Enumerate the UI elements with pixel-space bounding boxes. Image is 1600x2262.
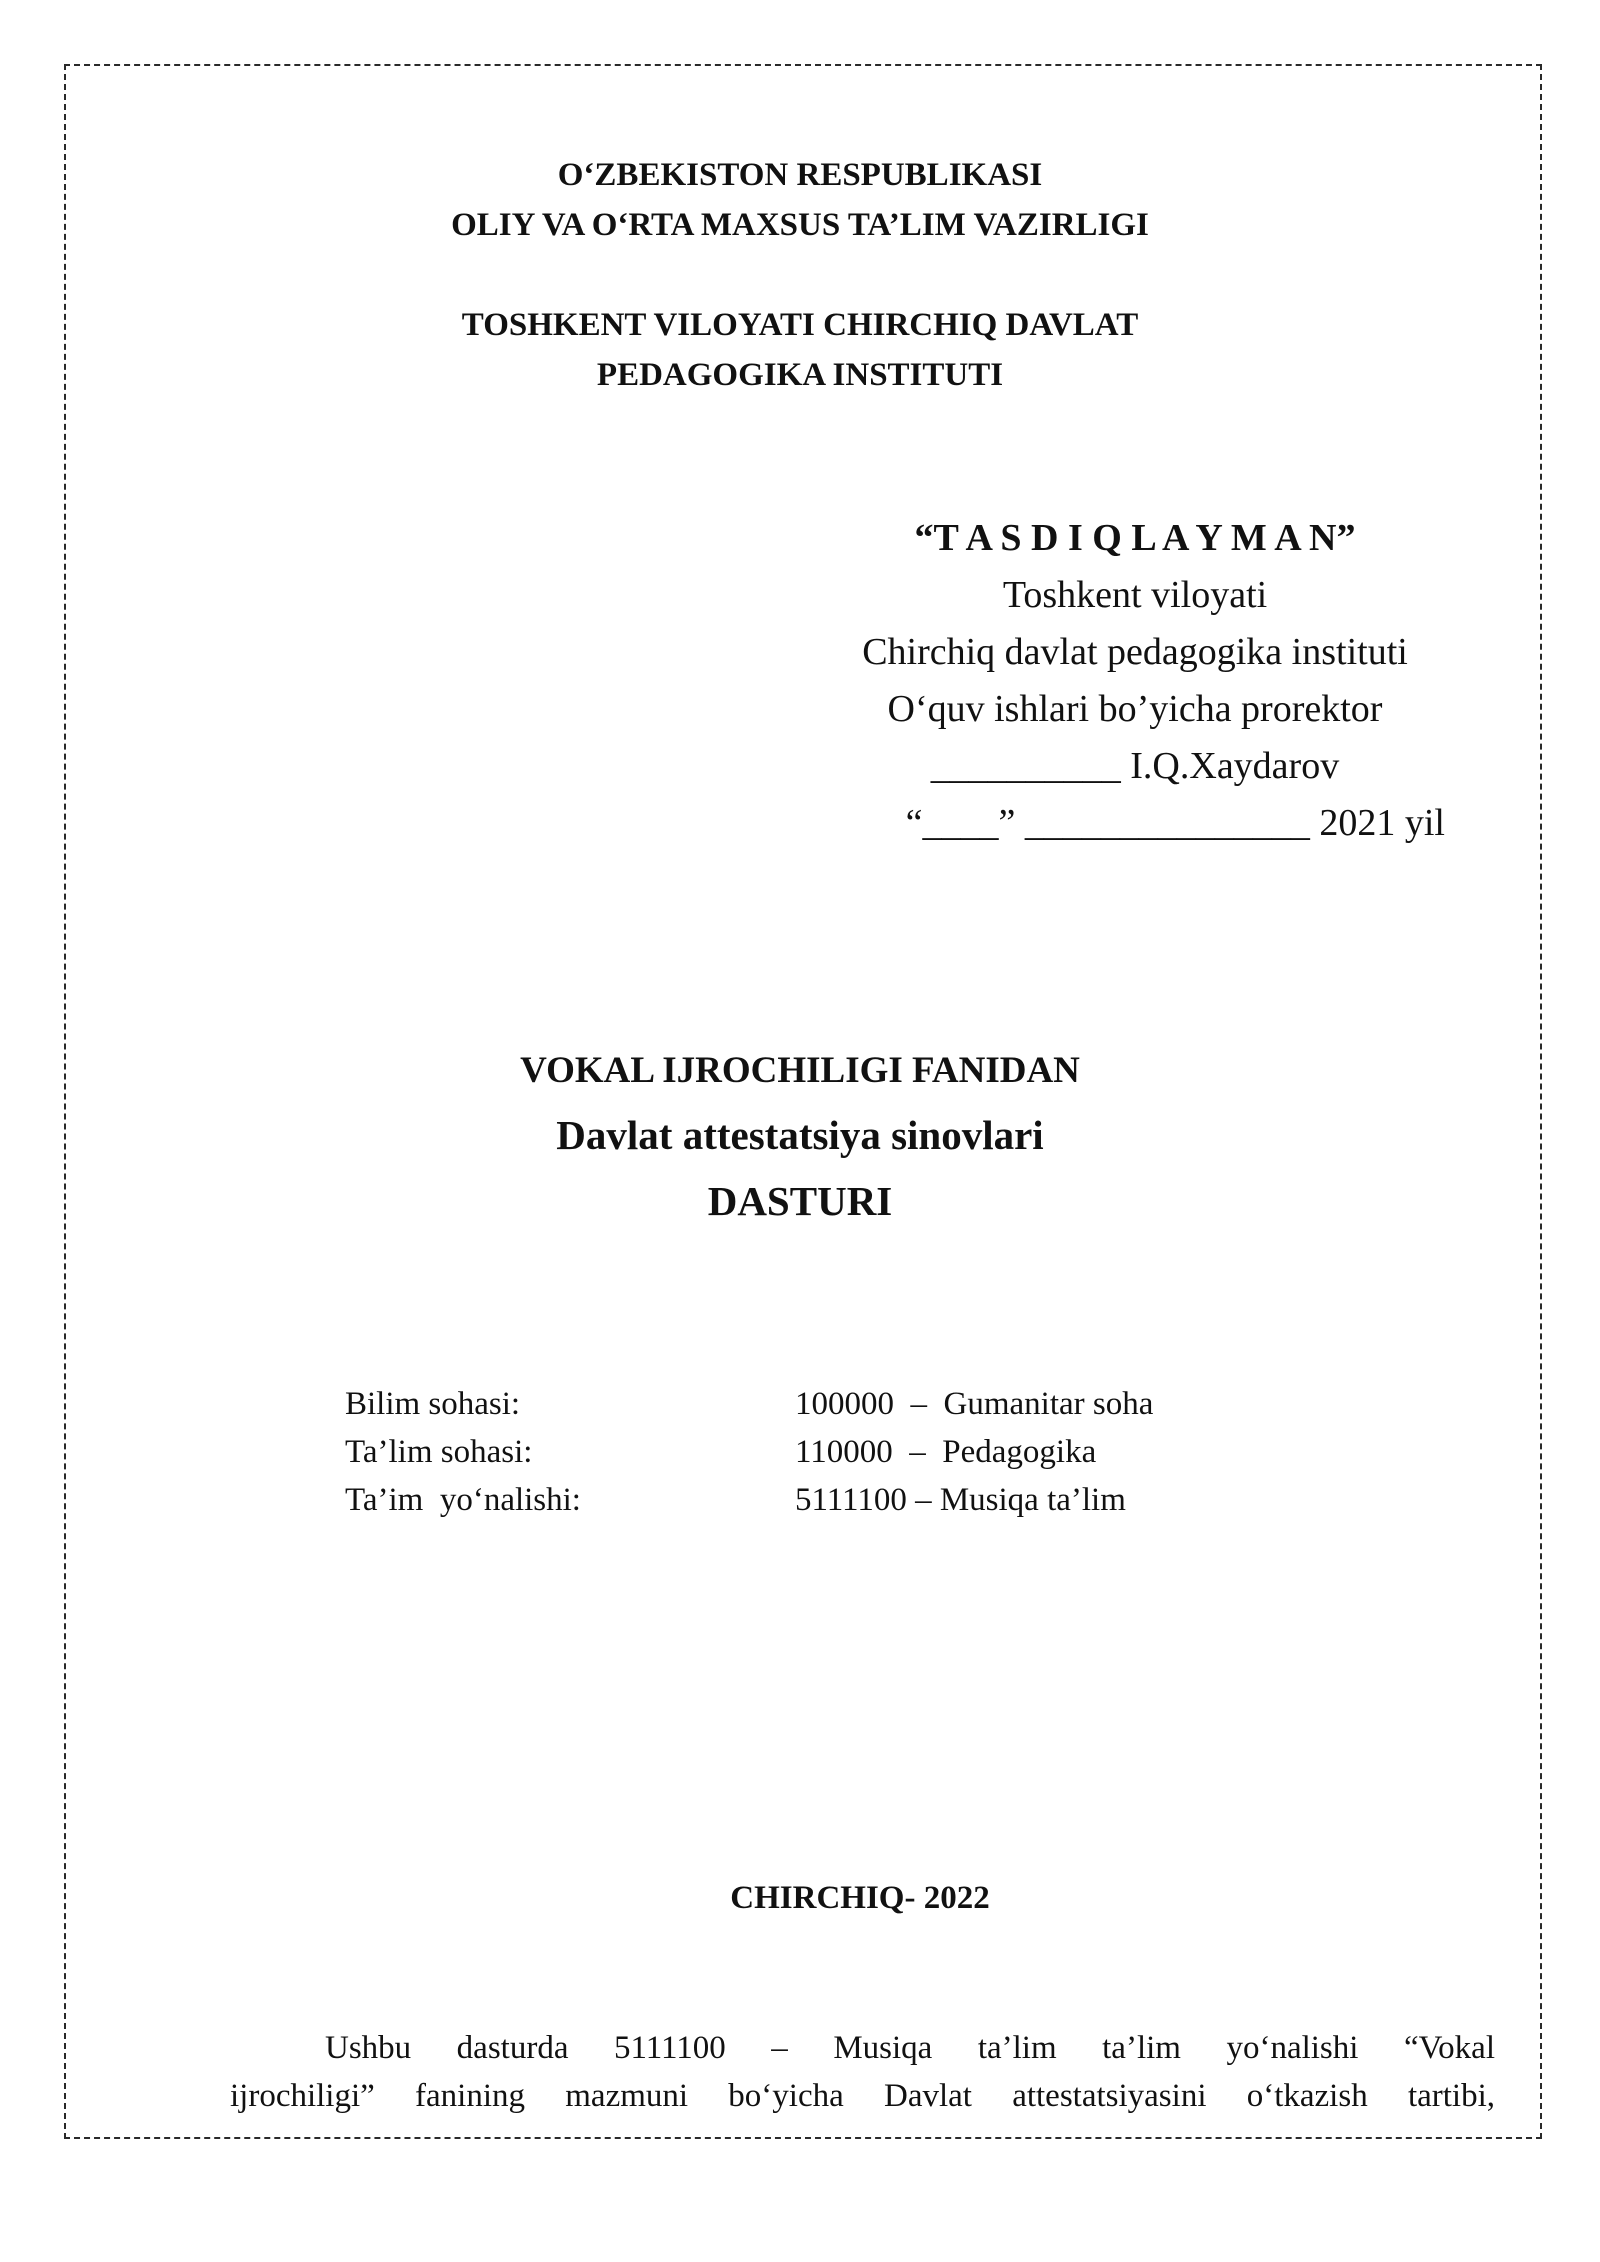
approval-block [770,510,1500,852]
approval-heading: “T A S D I Q L A Y M A N” [914,517,1356,559]
signature-line: __________ I.Q.Xaydarov [930,745,1340,787]
institute-line-2: PEDAGOGIKA INSTITUTI [596,357,1004,393]
date-line: “____” _______________ 2021 yil [905,802,1445,844]
info-table [345,1380,1153,1524]
ministry-header [0,150,1600,250]
approval-line-2: Chirchiq davlat pedagogika instituti [862,631,1408,673]
info-value: 5111100 – Musiqa ta’lim [795,1482,1126,1518]
approval-line-1: Toshkent viloyati [1002,574,1268,616]
ministry-line-1: O‘ZBEKISTON RESPUBLIKASI [557,157,1043,193]
intro-line-1-text: Ushbu dasturda 5111100 – Musiqa ta’lim ta’lim yo‘nalishi “Vokal [325,2030,1495,2066]
title-line-1: VOKAL IJROCHILIGI FANIDAN [520,1050,1080,1091]
city-year: CHIRCHIQ- 2022 [730,1880,990,1916]
info-label: Bilim sohasi: [345,1386,521,1422]
info-label: Ta’lim sohasi: [345,1434,533,1470]
institute-line-1: TOSHKENT VILOYATI CHIRCHIQ DAVLAT [461,307,1139,343]
info-value: 100000 – Gumanitar soha [795,1386,1154,1422]
ministry-line-2: OLIY VA O‘RTA MAXSUS TA’LIM VAZIRLIGI [451,207,1149,243]
document-title [0,1040,1600,1234]
intro-line-2: ijrochiligi” fanining mazmuni bo‘yicha Davlat attestatsiyasini o‘tkazish tartibi, [230,2078,1495,2114]
intro-paragraph [230,2024,1495,2120]
institute-header [0,300,1600,400]
info-row [345,1380,1153,1428]
title-line-3: DASTURI [707,1178,893,1224]
title-line-2: Davlat attestatsiya sinovlari [556,1112,1044,1158]
info-label: Ta’im yo‘nalishi: [345,1482,581,1518]
approval-line-3: O‘quv ishlari bo’yicha prorektor [887,688,1383,730]
info-row [345,1476,1153,1524]
info-row [345,1428,1153,1476]
info-value: 110000 – Pedagogika [795,1434,1097,1470]
intro-line-1 [230,2024,1495,2072]
